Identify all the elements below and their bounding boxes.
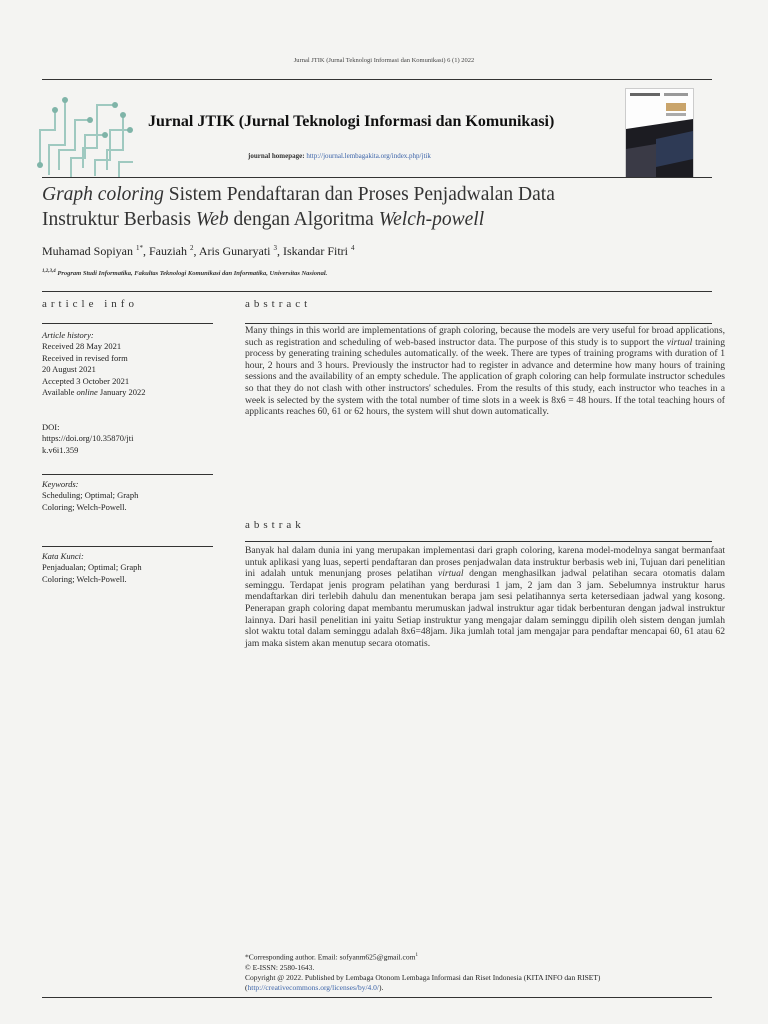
kata-kunci-line: Penjadualan; Optimal; Graph xyxy=(42,562,142,573)
journal-title: Jurnal JTIK (Jurnal Teknologi Informasi dan Komunikasi) xyxy=(148,113,555,130)
affiliation-text: Program Studi Informatika, Fakultas Teknologi Komunikasi dan Informatika, Universitas Nasional. xyxy=(55,270,328,278)
running-head: Jurnal JTIK (Jurnal Teknologi Informasi dan Komunikasi) 6 (1) 2022 xyxy=(293,57,475,64)
author-sup: 3 xyxy=(273,244,277,252)
paper-title xyxy=(42,182,642,232)
doi-rule xyxy=(42,474,213,475)
received-date: Received 28 May 2021 xyxy=(42,341,122,352)
author-list xyxy=(42,244,355,259)
eissn: © E-ISSN: 2580-1643. xyxy=(245,962,315,972)
masthead-rule xyxy=(42,177,712,178)
abstrak-rule xyxy=(245,541,712,542)
keywords-label: Keywords: xyxy=(42,479,79,489)
author-name: Aris Gunaryati xyxy=(198,244,274,258)
license-link[interactable]: http://creativecommons.org/licenses/by/4.0/ xyxy=(247,983,380,993)
article-info-rule xyxy=(42,323,213,324)
author-name: Iskandar Fitri xyxy=(283,244,351,258)
author-name: Fauziah xyxy=(149,244,190,258)
corresponding-label: *Corresponding author. Email: xyxy=(245,952,340,962)
author-sep: , xyxy=(277,244,283,258)
license-close: ). xyxy=(379,983,384,993)
revised-date: 20 August 2021 xyxy=(42,364,96,375)
abstrak-text xyxy=(245,545,725,649)
title-graph-coloring: Graph coloring xyxy=(42,184,164,205)
kata-kunci-line: Coloring; Welch-Powell. xyxy=(42,573,127,584)
abstract-virtual: virtual xyxy=(666,336,693,348)
abstract-rule xyxy=(245,323,712,324)
license-open: ( xyxy=(245,983,248,993)
journal-homepage xyxy=(248,152,431,160)
kata-kunci-rule xyxy=(42,546,213,547)
available-prefix: Available xyxy=(42,387,77,398)
corresponding-email[interactable]: sofyanm625@gmail.com xyxy=(339,952,416,962)
doi-link-cont[interactable]: k.v6i1.359 xyxy=(42,444,79,455)
title-block-rule xyxy=(42,291,712,292)
author-sep: , xyxy=(143,244,149,258)
author-sep: , xyxy=(193,244,199,258)
abstrak-heading: abstrak xyxy=(245,519,305,531)
affiliation-sup: 1,2,3,4 xyxy=(42,269,56,274)
doi-link[interactable]: https://doi.org/10.35870/jti xyxy=(42,433,134,444)
header-rule xyxy=(42,79,712,80)
abstract-text xyxy=(245,325,725,418)
doi-label: DOI: xyxy=(42,422,60,432)
doi-block xyxy=(42,422,212,456)
footer-notes xyxy=(245,951,600,994)
footer-rule xyxy=(42,997,712,998)
author-name: Muhamad Sopiyan xyxy=(42,244,136,258)
available-online: online xyxy=(76,387,98,398)
abstrak-text-b: dengan menghasilkan jadwal pelatihan secara otomatis dalam seminggu. Terdapat jenis program pelatihan yang berdurasi 1 jam, 2 jam dan 3 jam. Sebelumnya instruktur harus mendaftarkan diri terlebih dahulu dan menentukan berapa jam sesi pelatihannya serta ketersediaan jadwal yang kosong. Penerapan graph coloring dapat membantu merumuskan jadwal instruktur agar tidak berbenturan dengan jadwal instruktur lainnya. Dari hasil penelitian ini yaitu Setiap instruktur yang mengajar dalam seminggu dipilih oleh sistem dengan jumlah slot waktu total dalam seminggu adalah 8x6=48jam. Jika jumlah total jam mengajar para pendaftar mencapai 60, 61 atau 62 jam maka sistem akan menutup secara otomatis. xyxy=(245,568,725,649)
homepage-label: journal homepage: xyxy=(248,152,305,160)
abstrak-virtual: virtual xyxy=(437,568,464,580)
keywords-line: Scheduling; Optimal; Graph xyxy=(42,490,139,501)
copyright: Copyright @ 2022. Published by Lembaga Otonom Lembaga Informasi dan Riset Indonesia (KITA INFO dan RISET) xyxy=(245,973,601,983)
article-info-heading: article info xyxy=(42,298,138,310)
abstract-text-a: Many things in this world are implementations of graph coloring, because the models are very useful for broad applications, such as registration and scheduling of web-based instructor data. The purpose of this study is to support the xyxy=(245,325,725,348)
kata-kunci-block xyxy=(42,551,212,585)
abstrak-text-a: Banyak hal dalam dunia ini yang merupakan implementasi dari graph coloring, karena model-modelnya sangat bermanfaat untuk aplikasi yang luas, seperti pendaftaran dan proses penjadwalan data instruktur berbasis web ini, Tujuan dari penelitian ini adalah untuk menunjang proses pelatihan xyxy=(245,545,725,580)
revised-label: Received in revised form xyxy=(42,352,128,363)
journal-logo-icon xyxy=(35,90,135,180)
title-welch-powell: Welch-powell xyxy=(378,209,485,230)
title-line2-b: dengan Algoritma xyxy=(228,209,379,230)
homepage-link[interactable]: http://journal.lembagakita.org/index.php/jtik xyxy=(306,152,431,160)
article-history xyxy=(42,330,212,398)
keywords-block xyxy=(42,479,212,513)
corresponding-sup: 1 xyxy=(415,953,418,958)
title-web: Web xyxy=(195,209,229,230)
available-suffix: January 2022 xyxy=(97,387,146,398)
history-label: Article history: xyxy=(42,330,94,340)
title-line2-a: Instruktur Berbasis xyxy=(42,209,196,230)
journal-cover-thumbnail xyxy=(625,88,694,178)
abstract-heading: abstract xyxy=(245,298,312,310)
author-sup: 4 xyxy=(351,244,355,252)
author-sup: 2 xyxy=(190,244,194,252)
abstract-text-b: training process by generating training schedules automatically. of the week. There are types of training programs with duration of 1 hour, 2 hours and 3 hours. Previously the instructor had to register in advance and determine how many hours of training sessions and the availability of an empty schedule. The application of graph coloring can help formulate instructor schedules so that they do not clash with other instructors' schedules. From the results of this study, each instructor who teaches in a week is selected by the system with the total number of time slots in a week is 8x6 = 48 hours. If the total teaching hours of applicants reaches 60, 61 or 62 hours, the system will shut down automatically. xyxy=(245,336,725,418)
affiliation xyxy=(42,269,327,277)
author-sup: 1* xyxy=(136,244,143,252)
title-line1-rest: Sistem Pendaftaran dan Proses Penjadwalan Data xyxy=(163,184,555,205)
accepted-date: Accepted 3 October 2021 xyxy=(42,375,130,386)
kata-kunci-label: Kata Kunci: xyxy=(42,551,84,561)
keywords-line: Coloring; Welch-Powell. xyxy=(42,501,127,512)
